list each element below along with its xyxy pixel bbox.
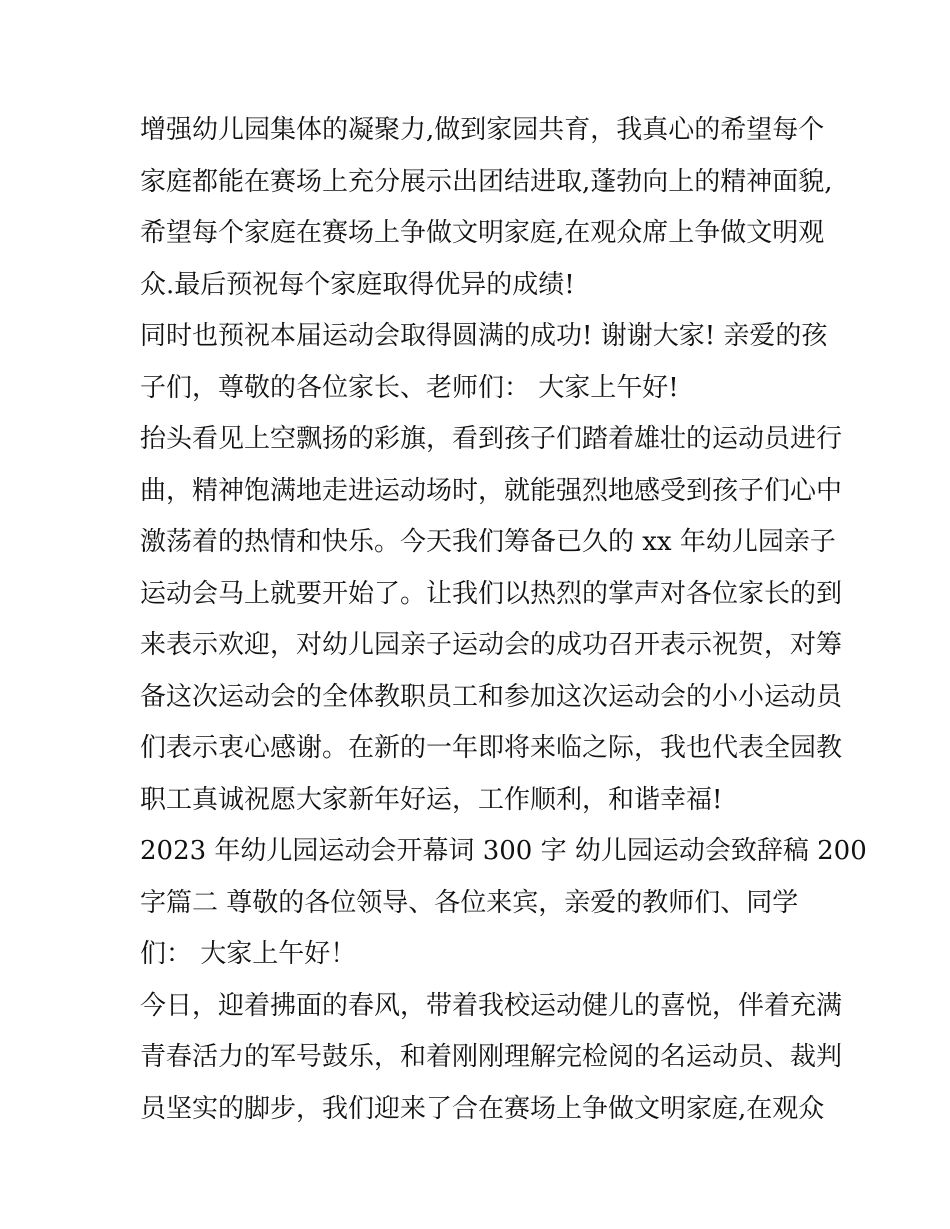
text-line: 青春活力的军号鼓乐，和着刚刚理解完检阅的名运动员、裁判 bbox=[140, 1042, 843, 1072]
text-line: 今日，迎着拂面的春风，带着我校运动健儿的喜悦，伴着充满 bbox=[140, 990, 843, 1021]
text-line: 希望每个家庭在赛场上争做文明家庭,在观众席上争做文明观 bbox=[140, 218, 825, 248]
document-body bbox=[140, 105, 867, 1135]
text-line: 员坚实的脚步，我们迎来了合在赛场上争做文明家庭,在观众 bbox=[140, 1093, 825, 1124]
text-line: 2023 年幼儿园运动会开幕词 300 字 幼儿园运动会致辞稿 200 bbox=[140, 836, 867, 866]
text-line: 职工真诚祝愿大家新年好运，工作顺利，和谐幸福! bbox=[140, 784, 723, 815]
text-line: 激荡着的热情和快乐。今天我们筹备已久的 xx 年幼儿园亲子 bbox=[140, 527, 836, 557]
text-line: 增强幼儿园集体的凝聚力,做到家园共育，我真心的希望每个 bbox=[140, 115, 825, 145]
text-line: 家庭都能在赛场上充分展示出团结进取,蓬勃向上的精神面貌, bbox=[140, 166, 833, 197]
text-line: 同时也预祝本届运动会取得圆满的成功! 谢谢大家! 亲爱的孩 bbox=[140, 321, 828, 351]
text-line: 们表示衷心感谢。在新的一年即将来临之际，我也代表全园教 bbox=[140, 733, 843, 763]
text-line: 子们，尊敬的各位家长、老师们： 大家上午好! bbox=[140, 372, 679, 403]
text-line: 备这次运动会的全体教职员工和参加这次运动会的小小运动员 bbox=[140, 681, 843, 712]
text-line: 来表示欢迎，对幼儿园亲子运动会的成功召开表示祝贺，对筹 bbox=[140, 630, 843, 660]
text-line: 众.最后预祝每个家庭取得优异的成绩! bbox=[140, 269, 575, 300]
text-line: 运动会马上就要开始了。让我们以热烈的掌声对各位家长的到 bbox=[140, 578, 843, 609]
text-line: 字篇二 尊敬的各位领导、各位来宾，亲爱的教师们、同学 bbox=[140, 887, 799, 918]
text-line: 抬头看见上空飘扬的彩旗，看到孩子们踏着雄壮的运动员进行 bbox=[140, 424, 843, 454]
text-line: 们： 大家上午好！ bbox=[140, 939, 357, 969]
text-line: 曲，精神饱满地走进运动场时，就能强烈地感受到孩子们心中 bbox=[140, 475, 843, 506]
